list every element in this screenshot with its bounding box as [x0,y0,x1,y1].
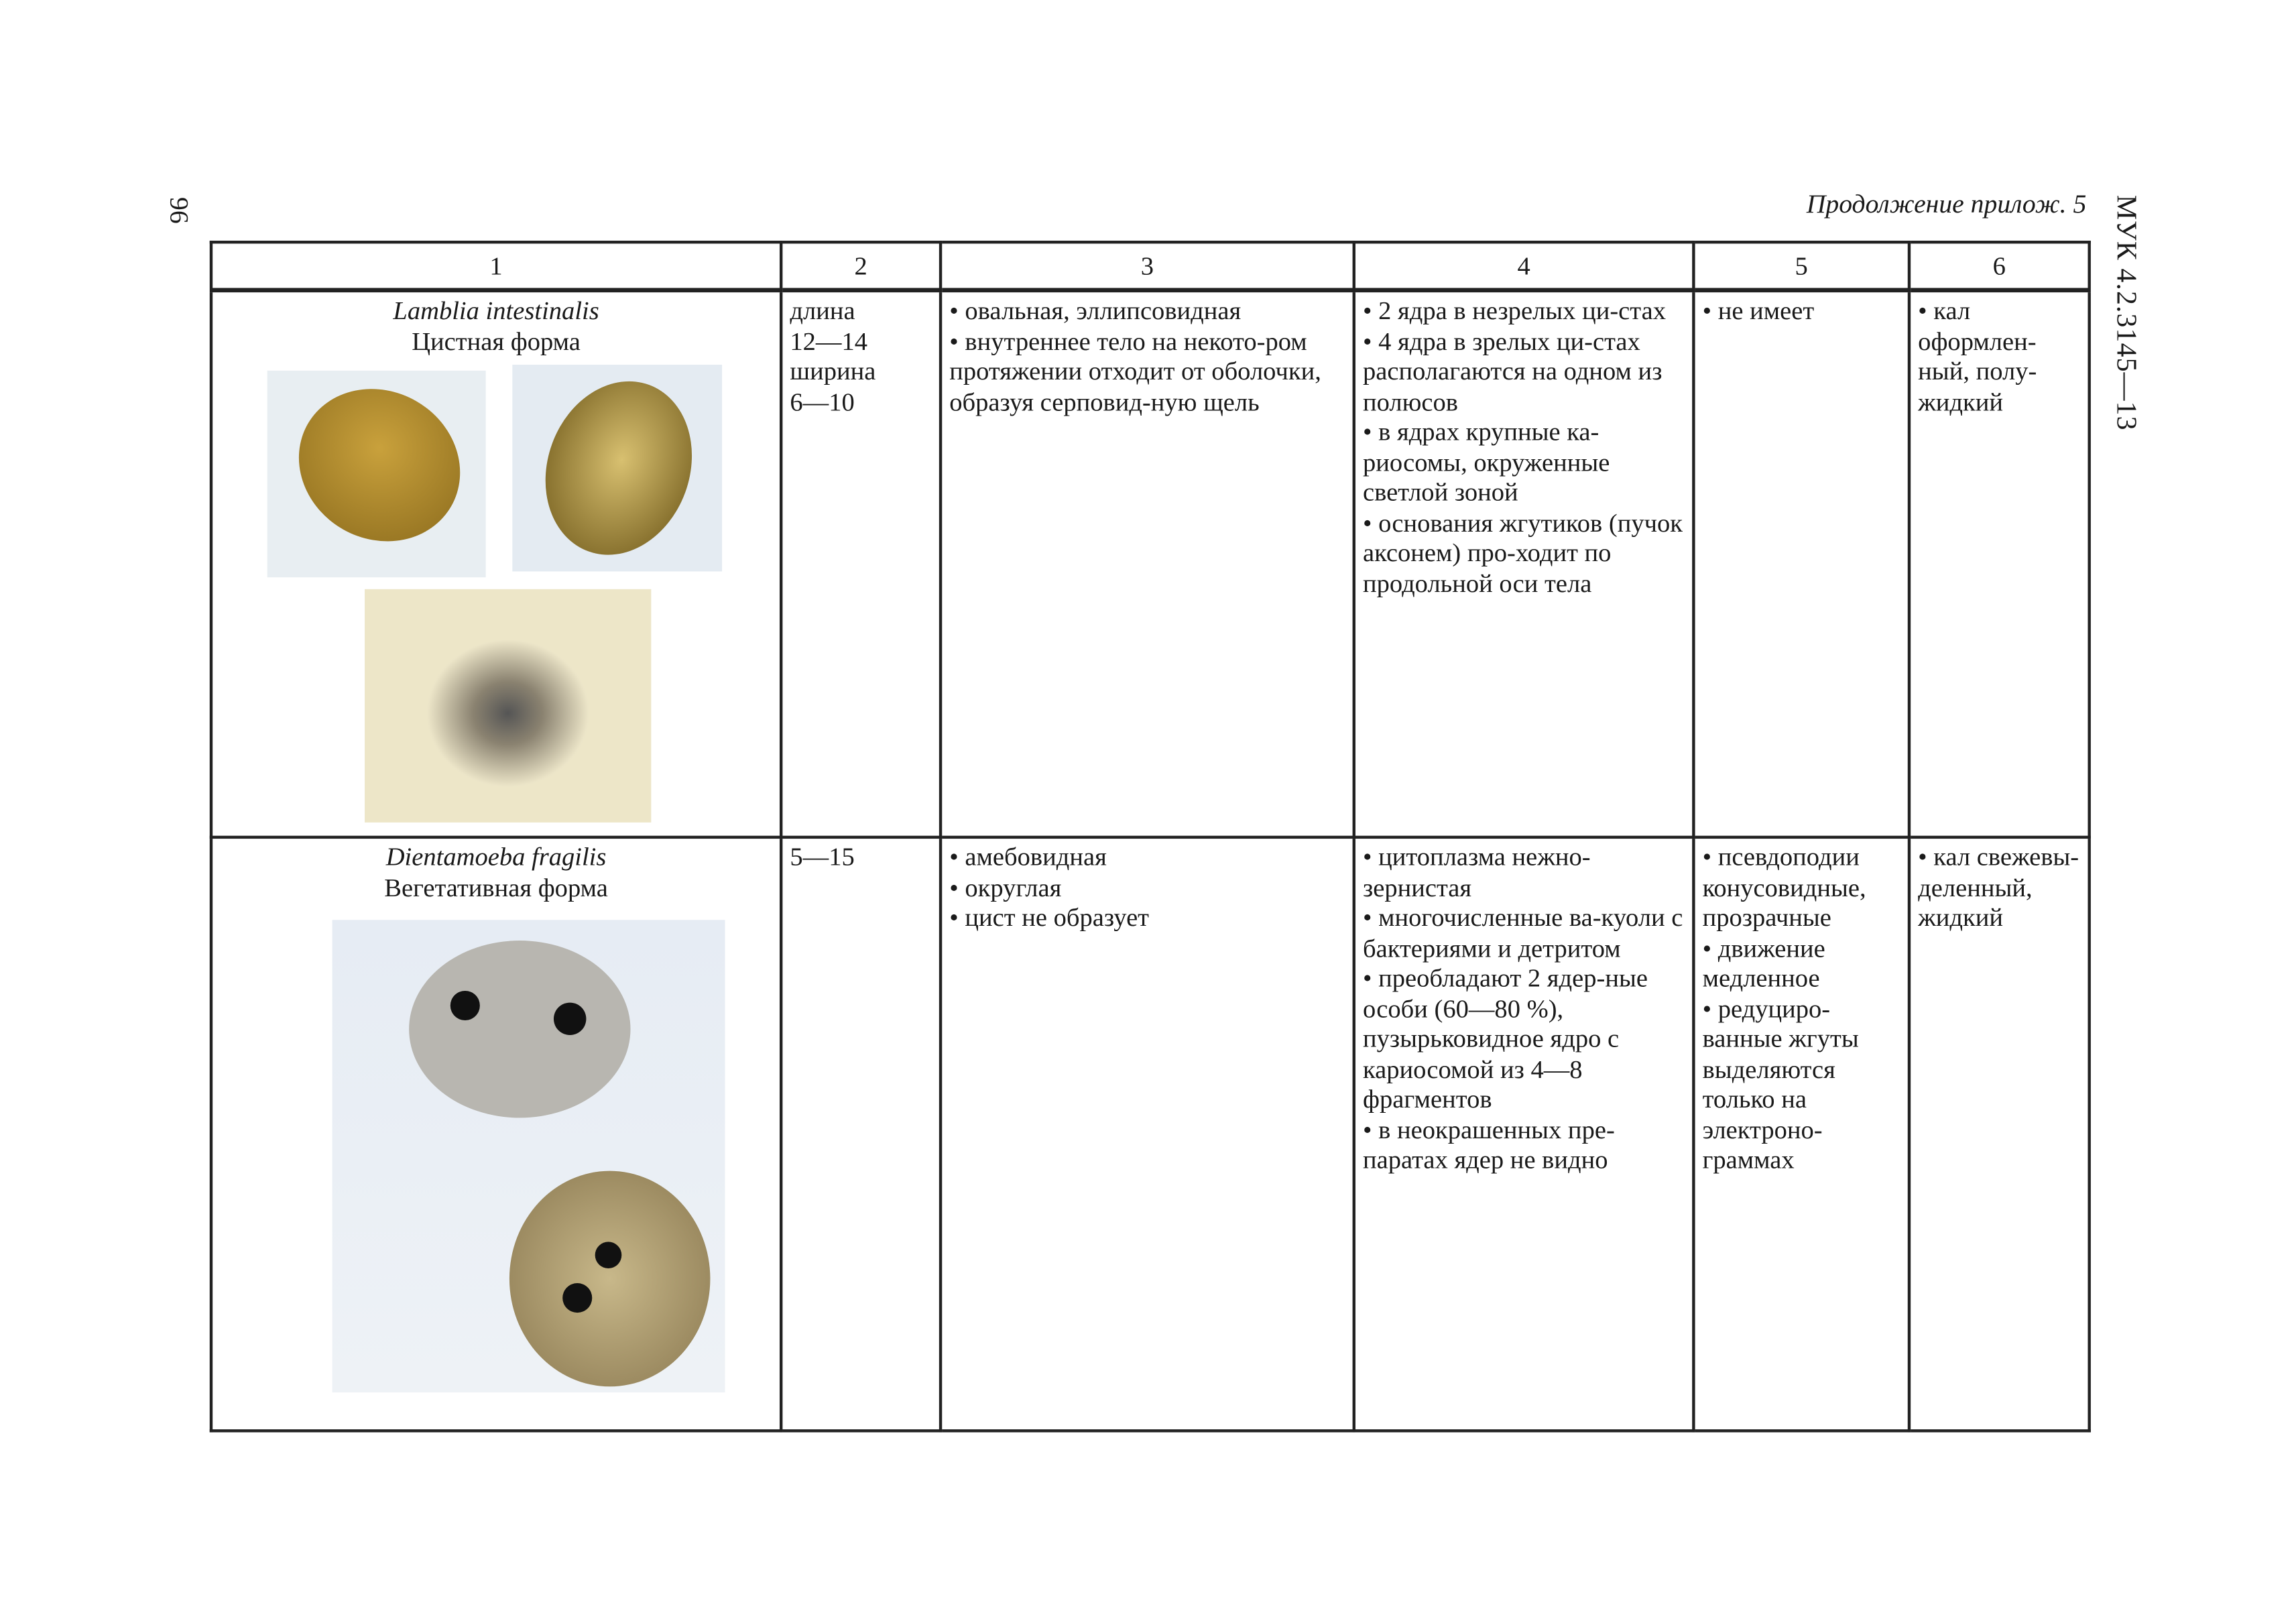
bullet-item: • в ядрах крупные ка-риосомы, окруженные светлой зоной [1362,416,1610,507]
bullet-item: • округлая [949,871,1062,902]
size-cell [781,290,941,837]
col-header: 6 [1909,242,2090,290]
bullet-item: • кал свежевы-деленный, жидкий [1918,841,2079,932]
bullet-item: • цист не образует [949,902,1150,932]
bullet-item: • движение медленное [1702,932,1825,993]
size-line: 12—14 [790,325,868,355]
species-name: Lamblia intestinalis [393,295,599,325]
size-line: ширина [790,355,876,385]
page-number: 96 [164,197,194,224]
bullet-item: • кал оформлен-ный, полу-жидкий [1918,295,2037,416]
bullet-item: • псевдоподии конусовидные, прозрачные [1702,841,1866,932]
col-header: 3 [941,242,1354,290]
stool-cell [1909,837,2090,1431]
bullet-item: • овальная, эллипсовидная [949,295,1242,325]
cyst-micrograph [267,371,486,577]
species-cell [211,837,781,1431]
col-header: 5 [1693,242,1909,290]
nuclei-cell [1354,290,1694,837]
bullet-item: • не имеет [1702,295,1815,325]
document-code: МУК 4.2.3145—13 [2110,194,2141,431]
stool-cell [1909,290,2090,837]
bullet-item: • основания жгутиков (пучок аксонем) про-ходит по продольной оси тела [1362,507,1683,597]
col-header: 1 [211,242,781,290]
cyst-micrograph [365,589,651,823]
continuation-label: Продолжение прилож. 5 [1806,188,2087,219]
trophozoite-micrograph [333,920,725,1392]
species-form: Цистная форма [412,325,581,355]
col-header: 2 [781,242,941,290]
bullet-item: • многочисленные ва-куоли с бактериями и детритом [1362,902,1683,962]
table-row [211,837,2090,1431]
size-line: 5—15 [790,841,855,871]
col-header: 4 [1354,242,1694,290]
bullet-item: • 2 ядра в незрелых ци-стах [1362,295,1667,325]
size-line: длина [790,295,855,325]
nuclei-cell [1354,837,1694,1431]
header-row [211,242,2090,290]
shape-cell [941,290,1354,837]
cyst-micrograph [512,365,722,571]
species-name: Dientamoeba fragilis [385,841,607,871]
bullet-item: • 4 ядра в зрелых ци-стах располагаются на одном из полюсов [1362,325,1663,416]
bullet-item: • преобладают 2 ядер-ные особи (60—80 %), пузырьковидное ядро с кариосомой из 4—8 фрагментов [1362,963,1648,1114]
motility-cell [1693,290,1909,837]
table-row [211,290,2090,837]
species-form: Вегетативная форма [384,871,608,902]
motility-cell [1693,837,1909,1431]
size-cell [781,837,941,1431]
size-line: 6—10 [790,385,855,416]
bullet-item: • редуциро-ванные жгуты выделяются только на электроно-граммах [1702,993,1859,1175]
bullet-item: • в неокрашенных пре-паратах ядер не видно [1362,1114,1615,1175]
bullet-item: • цитоплазма нежно-зернистая [1362,841,1591,902]
parasite-table [210,241,2091,1432]
shape-cell [941,837,1354,1431]
bullet-item: • внутреннее тело на некото-ром протяжении отходит от оболочки, образуя серповид-ную щель [949,325,1321,416]
species-cell [211,290,781,837]
bullet-item: • амебовидная [949,841,1107,871]
